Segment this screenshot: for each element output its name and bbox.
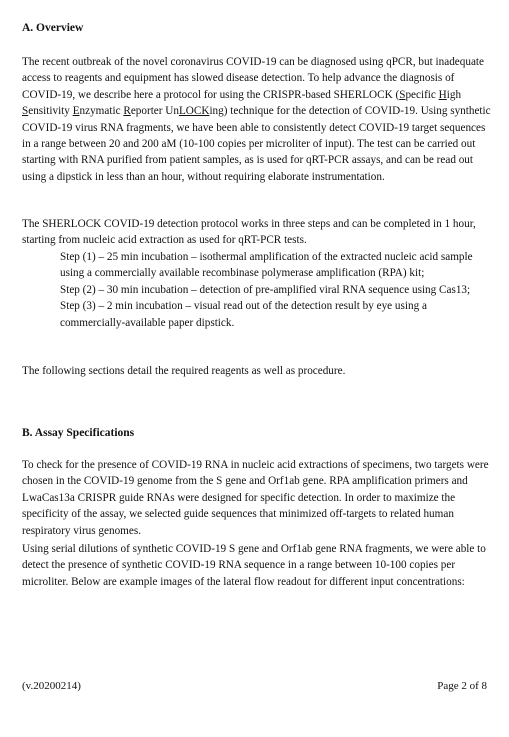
section-b-heading: B. Assay Specifications	[22, 427, 135, 439]
section-a-heading: A. Overview	[22, 22, 84, 34]
step-3: Step (3) – 2 min incubation – visual read out of the detection result by eye using a commercially-available paper dipstick.	[60, 300, 427, 329]
version-label: (v.20200214)	[22, 680, 81, 692]
overview-paragraph: The recent outbreak of the novel coronavirus COVID-19 can be diagnosed using qPCR, but inadequate access to reagents and equipment has slowed disease detection. To help advance the diagnosis of COVID-19, we describe here a protocol for using the CRISPR-based SHERLOCK (Specific High Sensitivity Enzymatic Reporter UnLOCKing) technique for the detection of COVID-19. Using synthetic COVID-19 virus RNA fragments, we have been able to consistently detect COVID-19 target sequences in a range between 20 and 200 aM (10-100 copies per microliter of input). The test can be carried out starting with RNA purified from patient samples, as is used for qRT-PCR assays, and can be read out using a dipstick in less than an hour, without requiring elaborate instrumentation.	[22, 56, 491, 183]
steps-list	[60, 249, 490, 331]
page-number: Page 2 of 8	[437, 680, 487, 692]
step-2: Step (2) – 30 min incubation – detection of pre-amplified viral RNA sequence using Cas13;	[60, 283, 471, 296]
step-1: Step (1) – 25 min incubation – isothermal amplification of the extracted nucleic acid sample using a commercially available recombinase polymerase amplification (RPA) kit;	[60, 251, 473, 280]
detection-range-paragraph: Using serial dilutions of synthetic COVID-19 S gene and Orf1ab gene RNA fragments, we were able to detect the presence of synthetic COVID-19 RNA sequence in a range between 10-100 copies per microliter. Below are example images of the lateral flow readout for different input concentrations:	[22, 543, 486, 588]
protocol-summary-paragraph: The SHERLOCK COVID-19 detection protocol works in three steps and can be completed in 1 hour, starting from nucleic acid extraction as used for qRT-PCR tests.	[22, 218, 476, 247]
assay-targets-paragraph: To check for the presence of COVID-19 RNA in nucleic acid extractions of specimens, two targets were chosen in the COVID-19 genome from the S gene and Orf1ab gene. RPA amplification primers and LwaCas13a CRISPR guide RNAs were designed for specific detection. In order to maximize the specificity of the assay, we selected guide sequences that minimized off-targets to related human respiratory virus genomes.	[22, 459, 489, 537]
following-sections-note: The following sections detail the required reagents as well as procedure.	[22, 365, 346, 377]
